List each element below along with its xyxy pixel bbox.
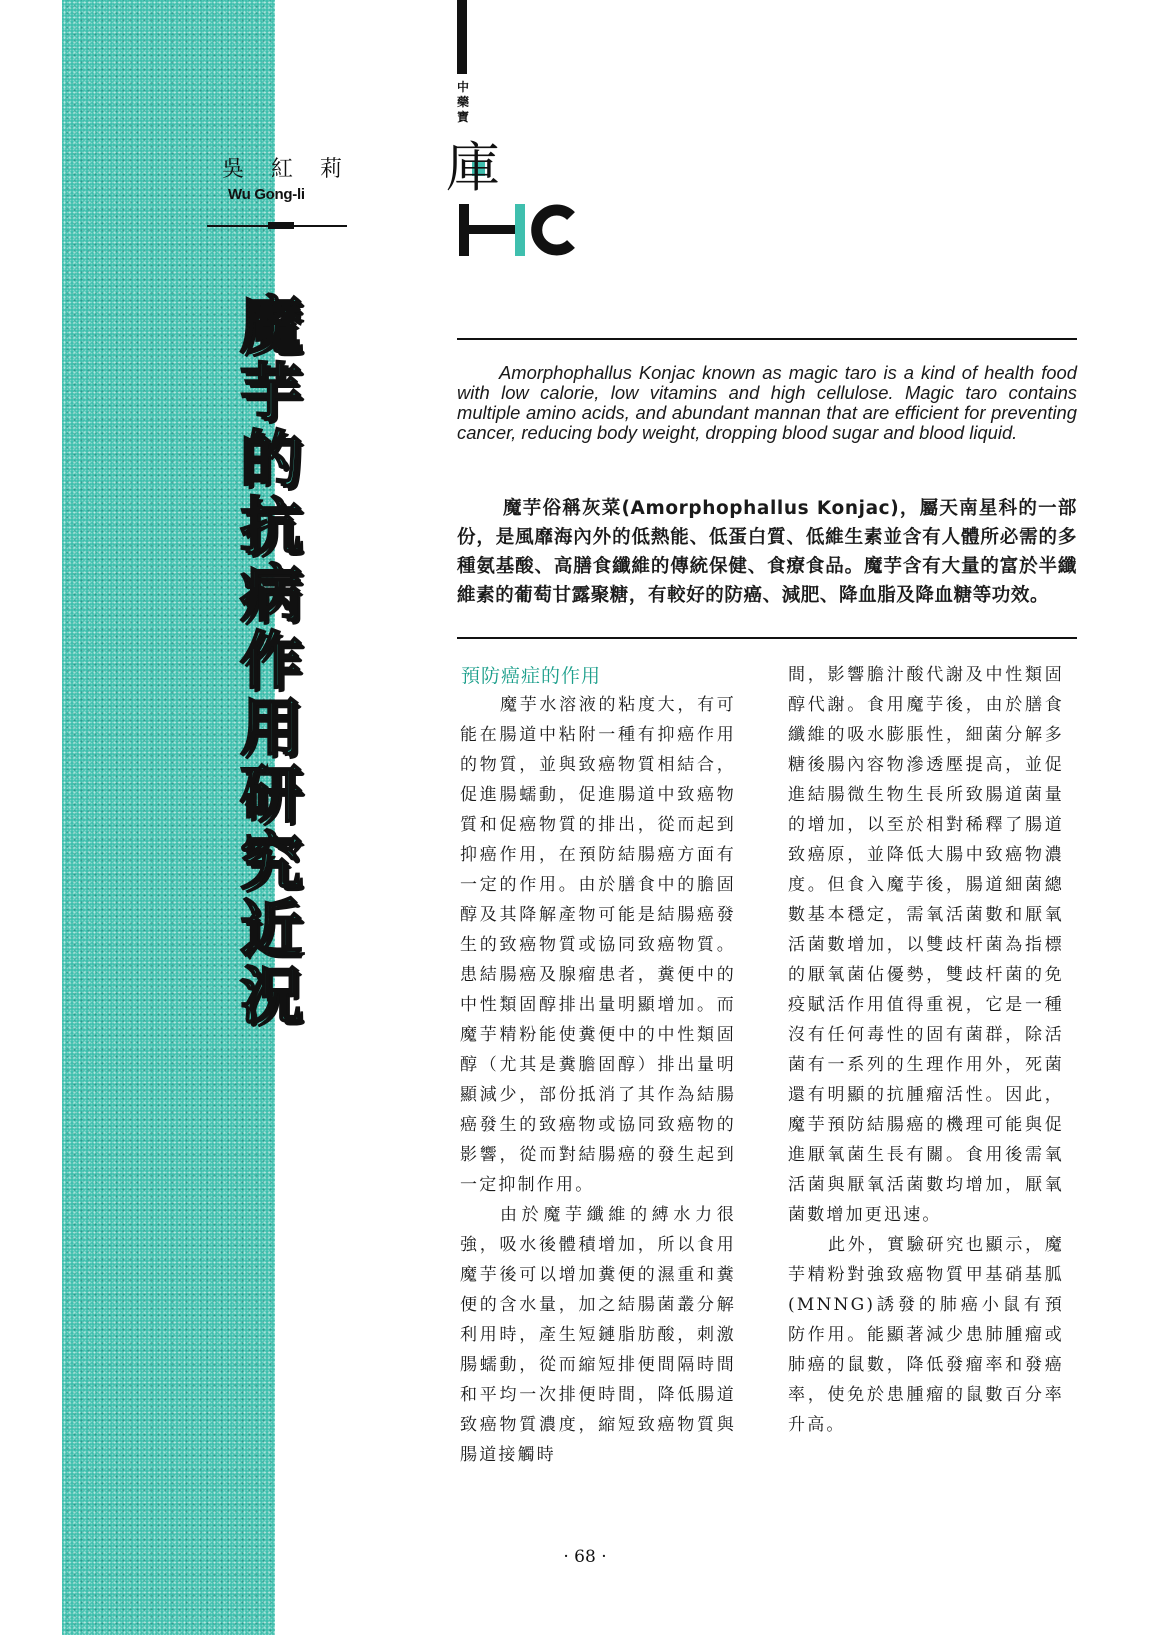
body-column-left (460, 690, 736, 1470)
summary-divider (457, 637, 1077, 639)
english-abstract: Amorphophallus Konjac known as magic taro is a kind of health food with low calorie, low vitamins and high cellulose. Magic taro contains multiple amino acids, and abundant mannan that are efficient for preventing cancer, reducing body weight, dropping blood sugar and blood liquid. (457, 362, 1077, 443)
section-logo-bar (457, 0, 467, 74)
chinese-summary: 魔芋俗稱灰菜(Amorphophallus Konjac)，屬天南星科的一部份，是風靡海內外的低熱能、低蛋白質、低維生素並含有人體所必需的多種氨基酸、高膳食纖維的傳統保健、食療食品。魔芋含有大量的富於半纖維素的葡萄甘露聚糖，有較好的防癌、減肥、降血脂及降血糖等功效。 (457, 498, 1077, 606)
title-char: 的 (239, 423, 302, 496)
title-char: 病 (239, 557, 302, 630)
author-underline-mark (268, 222, 294, 229)
page-number: · 68 · (563, 1547, 607, 1567)
title-char: 芋 (239, 356, 302, 429)
title-char: 魔 (239, 289, 302, 362)
author-name-english: Wu Gong-li (228, 186, 305, 203)
hc-logo-mark-icon (459, 204, 581, 256)
section-logo-char: 庫 (446, 136, 500, 199)
body-paragraph: 由於魔芋纖維的縛水力很強，吸水後體積增加，所以食用魔芋後可以增加糞便的濕重和糞便的含水量，加之結腸菌叢分解利用時，產生短鏈脂肪酸，刺激腸蠕動，從而縮短排便間隔時間和平均一次排便時間，降低腸道致癌物質濃度，縮短致癌物質與腸道接觸時 (460, 1205, 736, 1465)
body-column-right (788, 660, 1064, 1440)
body-paragraph: 間，影響膽汁酸代謝及中性類固醇代謝。食用魔芋後，由於膳食纖維的吸水膨脹性，細菌分解多糖後腸內容物滲透壓提高，並促進結腸微生物生長所致腸道菌量的增加，以至於相對稀釋了腸道致癌原，並降低大腸中致癌物濃度。但食入魔芋後，腸道細菌總數基本穩定，需氧活菌數和厭氧活菌數增加，以雙歧杆菌為指標的厭氧菌佔優勢，雙歧杆菌的免疫賦活作用值得重視，它是一種沒有任何毒性的固有菌群，除活菌有一系列的生理作用外，死菌還有明顯的抗腫瘤活性。因此，魔芋預防結腸癌的機理可能與促進厭氧菌生長有關。食用後需氧活菌與厭氧活菌數均增加，厭氧菌數增加更迅速。 (788, 665, 1064, 1225)
title-char: 究 (239, 825, 302, 898)
article-title (230, 289, 312, 1032)
section-logo-column-text: 中藥寶 (456, 80, 469, 124)
title-char: 況 (239, 959, 302, 1032)
title-char: 作 (239, 624, 302, 697)
top-divider (457, 338, 1077, 340)
title-char: 研 (239, 758, 302, 831)
title-char: 近 (239, 892, 302, 965)
author-name-chinese: 吳 紅 莉 (222, 157, 352, 182)
title-char: 抗 (239, 490, 302, 563)
title-char: 用 (239, 691, 302, 764)
section-heading: 預防癌症的作用 (461, 665, 602, 687)
body-paragraph: 此外，實驗研究也顯示，魔芋精粉對強致癌物質甲基硝基胍(MNNG)誘發的肺癌小鼠有預防作用。能顯著減少患肺腫瘤或肺癌的鼠數，降低發瘤率和發癌率，使免於患腫瘤的鼠數百分率升高。 (788, 1235, 1064, 1435)
body-paragraph: 魔芋水溶液的粘度大，有可能在腸道中粘附一種有抑癌作用的物質，並與致癌物質相結合，促進腸蠕動，促進腸道中致癌物質和促癌物質的排出，從而起到抑癌作用，在預防結腸癌方面有一定的作用。由於膳食中的膽固醇及其降解產物可能是結腸癌發生的致癌物質或協同致癌物質。患結腸癌及腺瘤患者，糞便中的中性類固醇排出量明顯增加。而魔芋精粉能使糞便中的中性類固醇（尤其是糞膽固醇）排出量明顯減少，部份抵消了其作為結腸癌發生的致癌物或協同致癌物的影響，從而對結腸癌的發生起到一定抑制作用。 (460, 695, 736, 1195)
